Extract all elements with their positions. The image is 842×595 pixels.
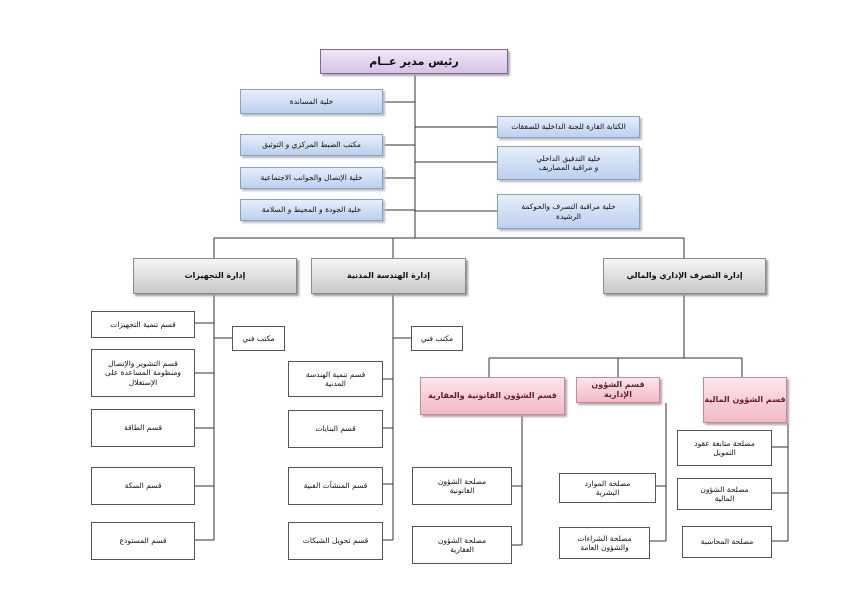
staff-box-internal-audit: خلية التدقيق الداخلي و مراقبة المصاريف xyxy=(497,146,640,180)
equipment-unit-signaling: قسم التشوير والإتصال ومنظومة المساعدة على الإستغلال xyxy=(91,349,195,397)
directorate-admin-finance: إدارة التصرف الإداري والمالي xyxy=(603,258,766,294)
legal-unit-real-estate: مصلحة الشؤون العقارية xyxy=(412,526,512,564)
equipment-tech-office: مكتب فني xyxy=(232,326,285,351)
staff-box-central-registry: مكتب الضبط المركزي و التوثيق xyxy=(240,134,383,156)
civil-unit-development: قسم تنمية الهندسة المدنية xyxy=(288,361,383,397)
finance-unit-financial-affairs: مصلحة الشؤون المالية xyxy=(677,478,772,510)
civil-tech-office: مكتب فني xyxy=(411,326,463,351)
staff-box-procurement-committee: الكتابة القارة للجنة الداخلية للصفقات xyxy=(497,116,640,138)
finance-unit-funding-contracts: مصلحة متابعة عقود التمويل xyxy=(677,430,772,466)
department-legal: قسم الشؤون القانونية والعقارية xyxy=(420,377,565,415)
staff-box-communication-cell: خلية الإتصال والجوانب الاجتماعية xyxy=(240,167,383,189)
equipment-unit-railway: قسم السكة xyxy=(91,467,195,505)
admin-unit-procurement: مصلحة الشراءات والشؤون العامة xyxy=(559,527,650,559)
department-financial: قسم الشؤون المالية xyxy=(703,377,787,423)
equipment-unit-energy: قسم الطاقة xyxy=(91,409,195,447)
staff-box-quality-cell: خلية الجودة و المحيط و السلامة xyxy=(240,199,383,221)
finance-unit-accounting: مصلحة المحاسبة xyxy=(682,526,772,558)
staff-box-support-cell: خلية المساندة xyxy=(240,89,383,114)
admin-unit-human-resources: مصلحة الموارد البشرية xyxy=(559,473,656,503)
civil-unit-buildings: قسم البنايات xyxy=(288,410,383,448)
department-administrative: قسم الشؤون الإدارية xyxy=(576,377,660,403)
civil-unit-networks: قسم تحويل الشبكات xyxy=(288,522,383,560)
equipment-unit-warehouse: قسم المستودع xyxy=(91,522,195,560)
directorate-civil-engineering: إدارة الهندسة المدنية xyxy=(311,258,466,294)
legal-unit-legal-affairs: مصلحة الشؤون القانونية xyxy=(412,467,512,505)
staff-box-governance-cell: خلية مراقبة التصرف والحوكمة الرشيدة xyxy=(497,194,640,229)
general-director-box: رئيس مدير عــام xyxy=(320,49,508,74)
directorate-equipment: إدارة التجهيزات xyxy=(133,258,297,294)
equipment-unit-development: قسم تنمية التجهيزات xyxy=(91,311,195,338)
civil-unit-structures: قسم المنشآت الفنية xyxy=(288,467,383,505)
